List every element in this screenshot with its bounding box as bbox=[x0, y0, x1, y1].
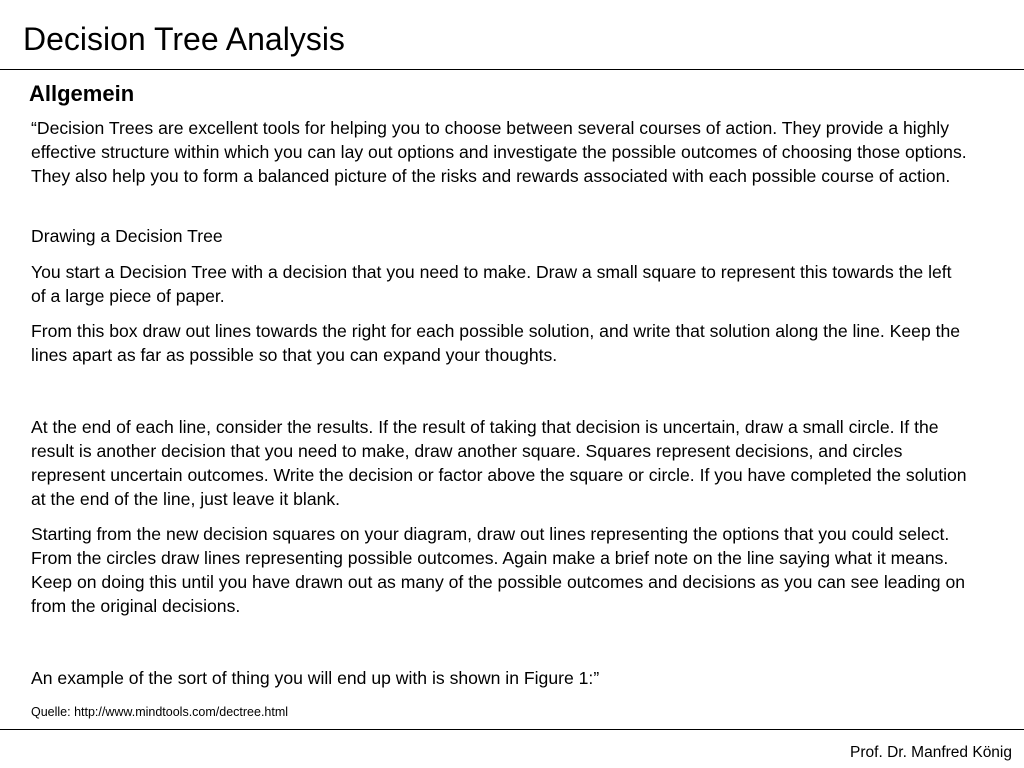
paragraph-draw-lines: From this box draw out lines towards the right for each possible solution, and write that solution along the line. Keep the lines apart as far as possible so that you can expand your thoughts. bbox=[31, 321, 961, 365]
paragraph-subheading: Drawing a Decision Tree bbox=[31, 226, 223, 246]
paragraph-new-squares: Starting from the new decision squares on your diagram, draw out lines representing the options that you could select. From the circles draw lines representing possible outcomes. Again make a brief note on the line saying what it means. Keep on doing this until you have drawn out as many of the possible outcomes and decisions as you can see leading on from the original decisions. bbox=[31, 524, 966, 616]
paragraph-intro: “Decision Trees are excellent tools for helping you to choose between several courses of action. They provide a highly effective structure within which you can lay out options and investigate the possible outcomes of choosing those options. They also help you to form a balanced picture of the risks and rewards associated with each possible course of action. bbox=[31, 118, 967, 186]
slide-title: Decision Tree Analysis bbox=[23, 21, 345, 57]
section-heading: Allgemein bbox=[29, 81, 135, 106]
footer-author: Prof. Dr. Manfred König bbox=[850, 744, 1012, 761]
title-divider bbox=[0, 69, 1024, 70]
source-citation: Quelle: http://www.mindtools.com/dectree.html bbox=[31, 705, 289, 719]
paragraph-example: An example of the sort of thing you will end up with is shown in Figure 1:” bbox=[31, 668, 600, 688]
paragraph-end-of-line: At the end of each line, consider the results. If the result of taking that decision is uncertain, draw a small circle. If the result is another decision that you need to make, draw another square. Squares represent decisions, and circles represent uncertain outcomes. Write the decision or factor above the square or circle. If you have completed the solution at the end of the line, just leave it blank. bbox=[31, 417, 967, 509]
footer-divider bbox=[0, 729, 1024, 730]
paragraph-start: You start a Decision Tree with a decision that you need to make. Draw a small square to represent this towards the left of a large piece of paper. bbox=[31, 262, 952, 306]
